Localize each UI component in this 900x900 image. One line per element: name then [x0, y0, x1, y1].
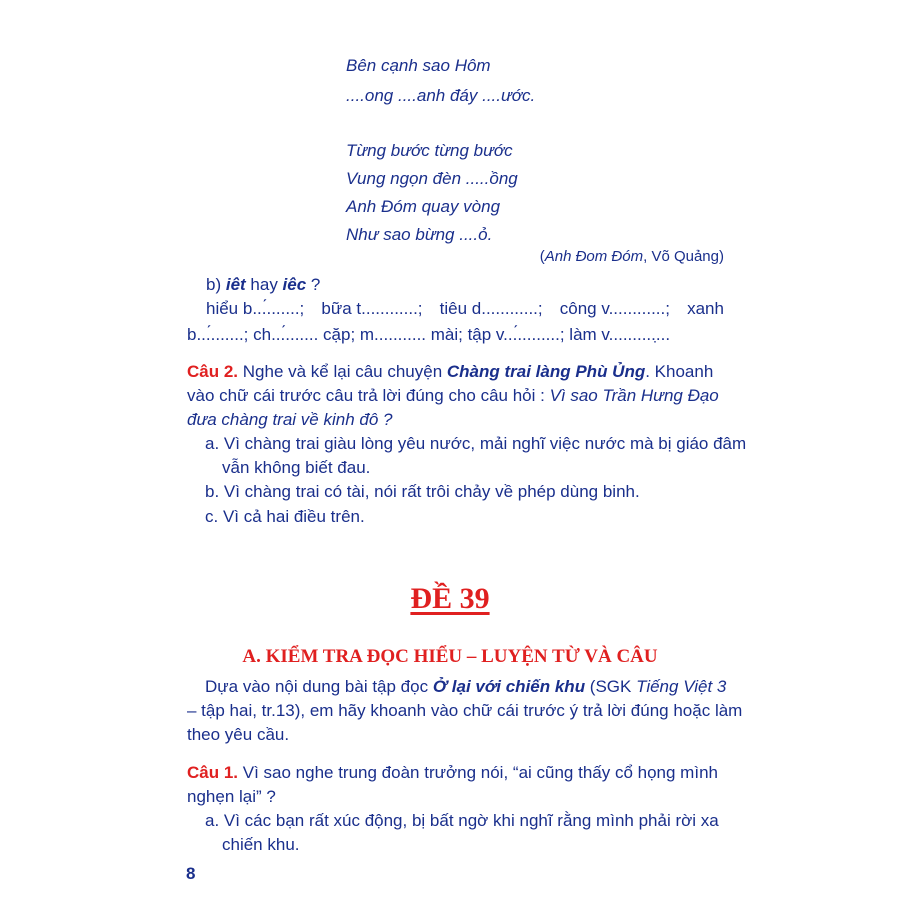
- poem-line: Anh Đóm quay vòng: [346, 197, 501, 216]
- cau1-option-a: a. Vì các bạn rất xúc động, bị bất ngờ khi nghĩ rằng mình phải rời xa: [205, 811, 719, 830]
- cau2-option-b: b. Vì chàng trai có tài, nói rất trôi chảy về phép dùng binh.: [205, 482, 640, 501]
- cau1-line-1: Câu 1. Vì sao nghe trung đoàn trưởng nói, “ai cũng thấy cổ họng mình: [187, 763, 718, 782]
- cau1-line-2: nghẹn lại” ?: [187, 787, 276, 806]
- cau2-line-1: Câu 2. Nghe và kể lại câu chuyện Chàng trai làng Phù Ủng. Khoanh: [187, 362, 714, 381]
- poem-line: Vung ngọn đèn .....ồng: [346, 169, 518, 188]
- citation-title: Anh Đom Đóm: [544, 248, 644, 265]
- cau2-option-c: c. Vì cả hai điều trên.: [205, 507, 365, 526]
- poem-line: Từng bước từng bước: [346, 141, 513, 160]
- intro-line-2: – tập hai, tr.13), em hãy khoanh vào chữ cái trước ý trả lời đúng hoặc làm: [187, 701, 743, 720]
- reading-title: Ở lại với chiến khu: [432, 677, 586, 696]
- cau2-option-a-cont: vẫn không biết đau.: [222, 458, 371, 477]
- cau2-option-a: a. Vì chàng trai giàu lòng yêu nước, mải nghĩ việc nước mà bị giáo đâm: [205, 434, 747, 453]
- cau1-option-a-cont: chiến khu.: [222, 835, 300, 854]
- exercise-b-heading: b) iêt hay iêc ?: [206, 275, 321, 294]
- exam-title: ĐỀ 39: [410, 582, 490, 615]
- cau1-label: Câu 1.: [187, 763, 239, 782]
- poem-citation: (Anh Đom Đóm, Võ Quảng): [539, 248, 724, 265]
- poem-line: Như sao bừng ....ỏ.: [346, 225, 493, 244]
- cau2-label: Câu 2.: [187, 362, 239, 381]
- exercise-b-row-1: hiểu b...́.......; bữa t............; tiêu d............; công v............; xanh: [206, 299, 724, 318]
- section-a-heading: A. KIỂM TRA ĐỌC HIỂU – LUYỆN TỪ VÀ CÂU: [242, 646, 658, 667]
- cau2-line-2: vào chữ cái trước câu trả lời đúng cho câu hỏi : Vì sao Trần Hưng Đạo: [187, 386, 719, 405]
- exercise-b-row-2: b...́.......; ch...́....... cặp; m........... mài; tập v...́.........; làm v...........̣..: [187, 325, 671, 344]
- poem-line: Bên cạnh sao Hôm: [346, 56, 491, 75]
- intro-line-1: Dựa vào nội dung bài tập đọc Ở lại với chiến khu (SGK Tiếng Việt 3: [205, 677, 727, 696]
- page-number: 8: [186, 864, 196, 883]
- intro-line-3: theo yêu cầu.: [187, 725, 290, 744]
- poem-line: ....ong ....anh đáy ....ước.: [346, 86, 536, 105]
- story-title: Chàng trai làng Phù Ủng: [446, 362, 646, 381]
- cau2-line-3: đưa chàng trai về kinh đô ?: [187, 410, 393, 429]
